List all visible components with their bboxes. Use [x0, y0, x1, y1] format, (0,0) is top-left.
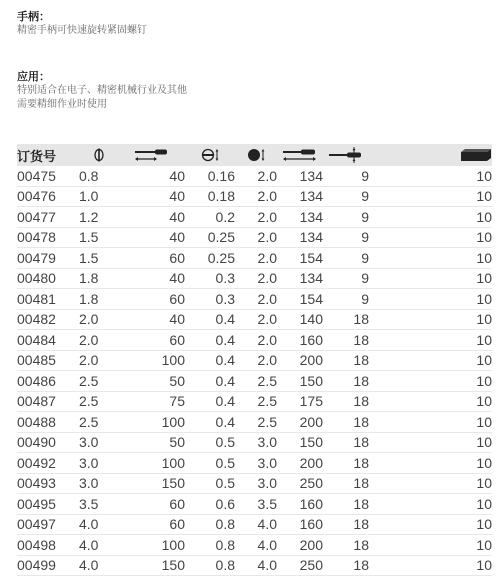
- blade-length-header: [119, 144, 185, 166]
- table-row: [17, 268, 492, 289]
- package-qty-cell: 10: [369, 268, 492, 289]
- package-qty-cell: 10: [369, 555, 492, 576]
- package-qty-cell: 10: [369, 166, 492, 186]
- tip-thickness-cell: 0.4: [185, 350, 235, 371]
- tip-thickness-cell: 0.4: [185, 330, 235, 351]
- handle-diameter-cell: 18: [323, 473, 369, 494]
- package-qty-cell: 10: [369, 412, 492, 433]
- total-length-cell: 134: [277, 227, 323, 248]
- shaft-diameter-cell: 2.5: [235, 412, 277, 433]
- blade-length-cell: 100: [119, 453, 185, 474]
- table-row: [17, 391, 492, 412]
- handle-description: 精密手柄可快速旋转紧固螺钉: [17, 25, 147, 36]
- blade-length-cell: 40: [119, 186, 185, 207]
- handle-section: [17, 10, 147, 38]
- tip-thickness-icon: [200, 148, 220, 162]
- table-row: [17, 309, 492, 330]
- order-number-cell: 00479: [17, 248, 79, 269]
- handle-diameter-cell: 9: [323, 186, 369, 207]
- table-row: [17, 494, 492, 515]
- table-row: [17, 473, 492, 494]
- package-qty-cell: 10: [369, 371, 492, 392]
- tip-width-cell: 3.5: [79, 494, 119, 515]
- blade-length-icon: [134, 147, 170, 163]
- tip-width-cell: 1.8: [79, 268, 119, 289]
- handle-diameter-cell: 9: [323, 227, 369, 248]
- order-number-cell: 00482: [17, 309, 79, 330]
- handle-diameter-cell: 9: [323, 289, 369, 310]
- total-length-icon: [282, 147, 318, 163]
- table-row: [17, 412, 492, 433]
- shaft-diameter-cell: 3.0: [235, 432, 277, 453]
- package-qty-cell: 10: [369, 453, 492, 474]
- order-number-cell: 00476: [17, 186, 79, 207]
- tip-width-cell: 4.0: [79, 514, 119, 535]
- package-qty-header: [369, 144, 492, 166]
- total-length-cell: 175: [277, 391, 323, 412]
- order-number-cell: 00495: [17, 494, 79, 515]
- package-qty-icon: [460, 148, 492, 162]
- tip-thickness-cell: 0.6: [185, 494, 235, 515]
- total-length-cell: 134: [277, 207, 323, 228]
- total-length-cell: 160: [277, 494, 323, 515]
- application-title: 应用：: [17, 70, 50, 83]
- table-row: [17, 207, 492, 228]
- tip-thickness-cell: 0.3: [185, 289, 235, 310]
- order-number-header: 订货号: [17, 144, 79, 166]
- table-row: [17, 289, 492, 310]
- total-length-cell: 200: [277, 535, 323, 556]
- shaft-diameter-cell: 2.0: [235, 350, 277, 371]
- application-line-1: 特别适合在电子、精密机械行业及其他: [17, 85, 187, 96]
- tip-width-cell: 2.5: [79, 371, 119, 392]
- shaft-diameter-cell: 2.0: [235, 248, 277, 269]
- handle-diameter-cell: 18: [323, 453, 369, 474]
- handle-diameter-cell: 18: [323, 494, 369, 515]
- shaft-diameter-cell: 2.0: [235, 207, 277, 228]
- tip-thickness-cell: 0.2: [185, 207, 235, 228]
- tip-width-cell: 3.0: [79, 432, 119, 453]
- order-number-cell: 00477: [17, 207, 79, 228]
- shaft-diameter-cell: 4.0: [235, 555, 277, 576]
- tip-width-cell: 1.0: [79, 186, 119, 207]
- package-qty-cell: 10: [369, 227, 492, 248]
- shaft-diameter-cell: 4.0: [235, 535, 277, 556]
- total-length-cell: 160: [277, 514, 323, 535]
- tip-thickness-cell: 0.5: [185, 453, 235, 474]
- package-qty-cell: 10: [369, 207, 492, 228]
- table-row: [17, 535, 492, 556]
- blade-length-cell: 40: [119, 166, 185, 186]
- blade-length-cell: 40: [119, 268, 185, 289]
- tip-width-cell: 2.0: [79, 309, 119, 330]
- package-qty-cell: 10: [369, 494, 492, 515]
- handle-diameter-header: [323, 144, 369, 166]
- tip-thickness-cell: 0.16: [185, 166, 235, 186]
- spec-table: [17, 144, 492, 576]
- handle-diameter-cell: 18: [323, 514, 369, 535]
- tip-thickness-cell: 0.4: [185, 391, 235, 412]
- total-length-cell: 250: [277, 555, 323, 576]
- tip-width-cell: 2.5: [79, 391, 119, 412]
- blade-length-cell: 40: [119, 227, 185, 248]
- total-length-cell: 154: [277, 248, 323, 269]
- tip-thickness-cell: 0.5: [185, 473, 235, 494]
- tip-thickness-cell: 0.8: [185, 514, 235, 535]
- shaft-diameter-cell: 3.0: [235, 473, 277, 494]
- table-body: [17, 166, 492, 576]
- handle-diameter-cell: 18: [323, 371, 369, 392]
- handle-diameter-cell: 18: [323, 350, 369, 371]
- handle-diameter-cell: 18: [323, 330, 369, 351]
- package-qty-cell: 10: [369, 330, 492, 351]
- table-row: [17, 330, 492, 351]
- tip-width-cell: 2.0: [79, 350, 119, 371]
- shaft-diameter-cell: 2.0: [235, 330, 277, 351]
- shaft-diameter-cell: 2.5: [235, 391, 277, 412]
- total-length-cell: 134: [277, 166, 323, 186]
- order-number-cell: 00480: [17, 268, 79, 289]
- total-length-cell: 134: [277, 268, 323, 289]
- order-number-cell: 00484: [17, 330, 79, 351]
- package-qty-cell: 10: [369, 432, 492, 453]
- tip-thickness-cell: 0.4: [185, 309, 235, 330]
- tip-width-header: [79, 144, 119, 166]
- shaft-diameter-cell: 3.5: [235, 494, 277, 515]
- table-row: [17, 514, 492, 535]
- package-qty-cell: 10: [369, 535, 492, 556]
- tip-width-cell: 2.5: [79, 412, 119, 433]
- order-number-cell: 00498: [17, 535, 79, 556]
- table-row: [17, 186, 492, 207]
- tip-thickness-cell: 0.25: [185, 248, 235, 269]
- order-number-cell: 00488: [17, 412, 79, 433]
- order-number-cell: 00493: [17, 473, 79, 494]
- blade-length-cell: 100: [119, 350, 185, 371]
- shaft-diameter-cell: 3.0: [235, 453, 277, 474]
- shaft-diameter-cell: 2.0: [235, 166, 277, 186]
- tip-width-cell: 4.0: [79, 535, 119, 556]
- total-length-cell: 250: [277, 473, 323, 494]
- order-number-cell: 00487: [17, 391, 79, 412]
- handle-diameter-cell: 9: [323, 248, 369, 269]
- package-qty-cell: 10: [369, 289, 492, 310]
- total-length-cell: 200: [277, 412, 323, 433]
- table-header-row: [17, 144, 492, 166]
- handle-title: 手柄：: [17, 10, 50, 23]
- blade-length-cell: 50: [119, 371, 185, 392]
- tip-width-cell: 3.0: [79, 473, 119, 494]
- tip-width-cell: 4.0: [79, 555, 119, 576]
- tip-width-cell: 1.5: [79, 248, 119, 269]
- shaft-diameter-header: [235, 144, 277, 166]
- package-qty-cell: 10: [369, 473, 492, 494]
- handle-diameter-cell: 9: [323, 166, 369, 186]
- shaft-diameter-cell: 4.0: [235, 514, 277, 535]
- tip-thickness-cell: 0.3: [185, 268, 235, 289]
- table-row: [17, 248, 492, 269]
- table-row: [17, 227, 492, 248]
- blade-length-cell: 150: [119, 555, 185, 576]
- package-qty-cell: 10: [369, 186, 492, 207]
- blade-length-cell: 75: [119, 391, 185, 412]
- order-number-cell: 00490: [17, 432, 79, 453]
- blade-length-cell: 60: [119, 494, 185, 515]
- package-qty-cell: 10: [369, 350, 492, 371]
- tip-thickness-cell: 0.8: [185, 535, 235, 556]
- tip-width-cell: 0.8: [79, 166, 119, 186]
- tip-width-cell: 3.0: [79, 453, 119, 474]
- table-row: [17, 453, 492, 474]
- order-number-cell: 00499: [17, 555, 79, 576]
- handle-diameter-cell: 18: [323, 309, 369, 330]
- total-length-cell: 150: [277, 371, 323, 392]
- tip-thickness-cell: 0.18: [185, 186, 235, 207]
- order-number-cell: 00485: [17, 350, 79, 371]
- order-number-cell: 00478: [17, 227, 79, 248]
- blade-length-cell: 40: [119, 207, 185, 228]
- total-length-cell: 140: [277, 309, 323, 330]
- handle-diameter-cell: 18: [323, 391, 369, 412]
- blade-length-cell: 60: [119, 514, 185, 535]
- handle-diameter-cell: 18: [323, 412, 369, 433]
- tip-width-icon: [92, 148, 106, 162]
- package-qty-cell: 10: [369, 309, 492, 330]
- total-length-cell: 160: [277, 330, 323, 351]
- order-number-cell: 00492: [17, 453, 79, 474]
- shaft-diameter-cell: 2.0: [235, 268, 277, 289]
- table-row: [17, 555, 492, 576]
- tip-thickness-cell: 0.8: [185, 555, 235, 576]
- handle-diameter-cell: 9: [323, 268, 369, 289]
- package-qty-cell: 10: [369, 248, 492, 269]
- shaft-diameter-cell: 2.0: [235, 309, 277, 330]
- total-length-cell: 150: [277, 432, 323, 453]
- application-line-2: 需要精细作业时使用: [17, 99, 107, 110]
- blade-length-cell: 60: [119, 248, 185, 269]
- order-number-cell: 00486: [17, 371, 79, 392]
- tip-thickness-cell: 0.4: [185, 412, 235, 433]
- tip-width-cell: 1.2: [79, 207, 119, 228]
- order-number-cell: 00475: [17, 166, 79, 186]
- table-row: [17, 350, 492, 371]
- blade-length-cell: 150: [119, 473, 185, 494]
- shaft-diameter-cell: 2.0: [235, 289, 277, 310]
- blade-length-cell: 40: [119, 309, 185, 330]
- tip-thickness-cell: 0.4: [185, 371, 235, 392]
- table-row: [17, 432, 492, 453]
- tip-thickness-cell: 0.25: [185, 227, 235, 248]
- blade-length-cell: 60: [119, 330, 185, 351]
- order-number-cell: 00497: [17, 514, 79, 535]
- package-qty-cell: 10: [369, 514, 492, 535]
- total-length-cell: 200: [277, 453, 323, 474]
- handle-diameter-cell: 18: [323, 432, 369, 453]
- shaft-diameter-cell: 2.0: [235, 227, 277, 248]
- tip-thickness-cell: 0.5: [185, 432, 235, 453]
- shaft-diameter-cell: 2.5: [235, 371, 277, 392]
- tip-thickness-header: [185, 144, 235, 166]
- package-qty-cell: 10: [369, 391, 492, 412]
- application-section: [17, 70, 187, 112]
- handle-diameter-cell: 18: [323, 555, 369, 576]
- table-row: [17, 166, 492, 186]
- table-row: [17, 371, 492, 392]
- total-length-cell: 154: [277, 289, 323, 310]
- total-length-cell: 200: [277, 350, 323, 371]
- shaft-diameter-icon: [246, 148, 266, 162]
- handle-diameter-cell: 18: [323, 535, 369, 556]
- handle-diameter-cell: 9: [323, 207, 369, 228]
- order-number-cell: 00481: [17, 289, 79, 310]
- blade-length-cell: 100: [119, 535, 185, 556]
- handle-diameter-icon: [328, 147, 364, 163]
- blade-length-cell: 50: [119, 432, 185, 453]
- tip-width-cell: 1.5: [79, 227, 119, 248]
- total-length-cell: 134: [277, 186, 323, 207]
- shaft-diameter-cell: 2.0: [235, 186, 277, 207]
- tip-width-cell: 1.8: [79, 289, 119, 310]
- total-length-header: [277, 144, 323, 166]
- blade-length-cell: 100: [119, 412, 185, 433]
- blade-length-cell: 60: [119, 289, 185, 310]
- tip-width-cell: 2.0: [79, 330, 119, 351]
